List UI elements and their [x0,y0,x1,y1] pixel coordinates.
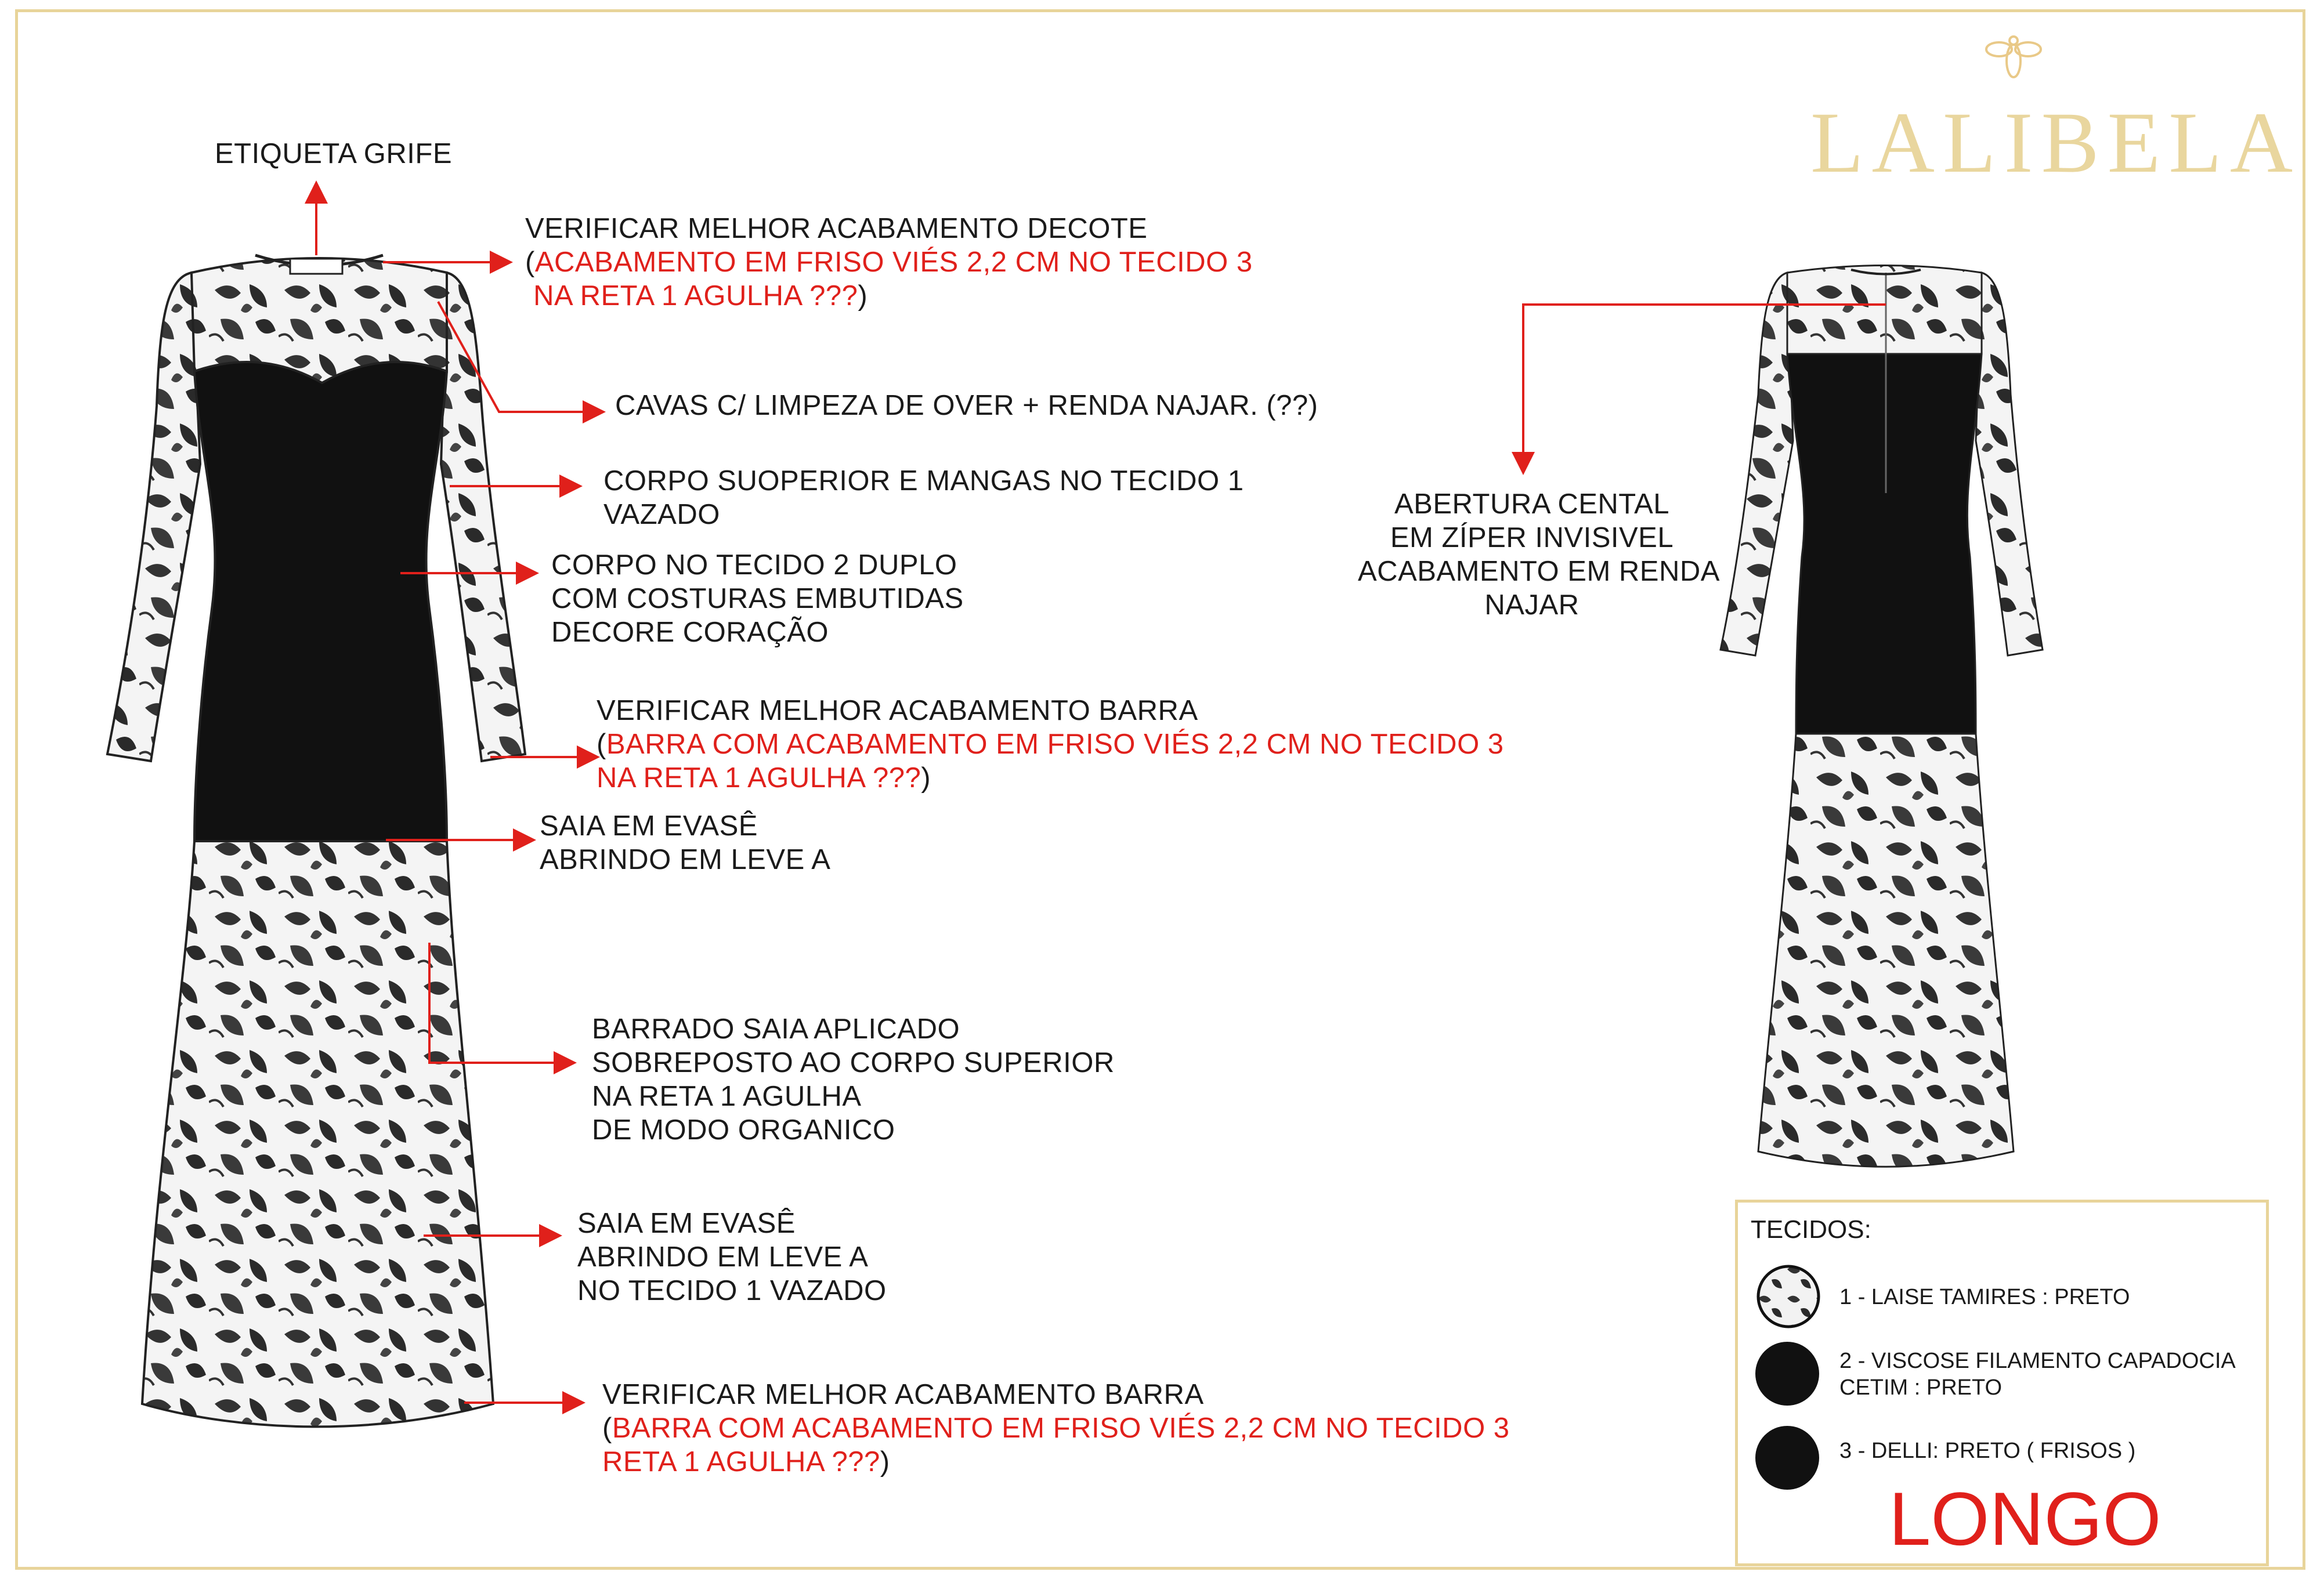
legend-item-1: 1 - LAISE TAMIRES : PRETO [1839,1285,2130,1309]
annotation-etiqueta: ETIQUETA GRIFE [215,138,453,169]
annotation-saia-2: SAIA EM EVASÊ ABRINDO EM LEVE A NO TECIDO 1 VAZADO [577,1208,887,1306]
annotation-barrado: BARRADO SAIA APLICADO SOBREPOSTO AO CORPO SUPERIOR NA RETA 1 AGULHA DE MODO ORGANICO [592,1013,1115,1146]
model-name: LONGO [1889,1476,2162,1561]
annotation-decote: VERIFICAR MELHOR ACABAMENTO DECOTE (ACABAMENTO EM FRISO VIÉS 2,2 CM NO TECIDO 3 NA RETA 1 AGULHA ???) [525,213,1253,312]
annotation-cavas: CAVAS C/ LIMPEZA DE OVER + RENDA NAJAR. (??) [615,390,1318,421]
black-swatch-icon [1755,1426,1819,1490]
bee-icon [1986,37,2041,77]
back-dress [1721,266,2043,1167]
legend-item-2: 2 - VISCOSE FILAMENTO CAPADOCIA CETIM : PRETO [1839,1349,2236,1400]
black-swatch-icon [1755,1342,1819,1406]
brand-name: LALIBELA [1810,95,2301,191]
annotation-barra-2: VERIFICAR MELHOR ACABAMENTO BARRA (BARRA COM ACABAMENTO EM FRISO VIÉS 2,2 CM NO TECIDO 3 RETA 1 AGULHA ???) [602,1379,1510,1478]
annotation-corpo-superior: CORPO SUOPERIOR E MANGAS NO TECIDO 1 VAZADO [603,465,1244,530]
lace-swatch-icon [1755,1263,1822,1330]
annotation-corpo-tecido2: CORPO NO TECIDO 2 DUPLO COM COSTURAS EMBUTIDAS DECORE CORAÇÃO [551,549,964,648]
annotation-barra-1: VERIFICAR MELHOR ACABAMENTO BARRA (BARRA COM ACABAMENTO EM FRISO VIÉS 2,2 CM NO TECIDO 3 NA RETA 1 AGULHA ???) [597,695,1504,794]
fabric-legend [1735,1200,2269,1566]
legend-item-3: 3 - DELLI: PRETO ( FRISOS ) [1839,1439,2136,1463]
legend-title: TECIDOS: [1751,1215,1871,1244]
annotation-saia-1: SAIA EM EVASÊ ABRINDO EM LEVE A [540,810,831,875]
annotation-abertura: ABERTURA CENTAL EM ZÍPER INVISIVEL ACABAMENTO EM RENDA NAJAR [1358,488,1720,621]
